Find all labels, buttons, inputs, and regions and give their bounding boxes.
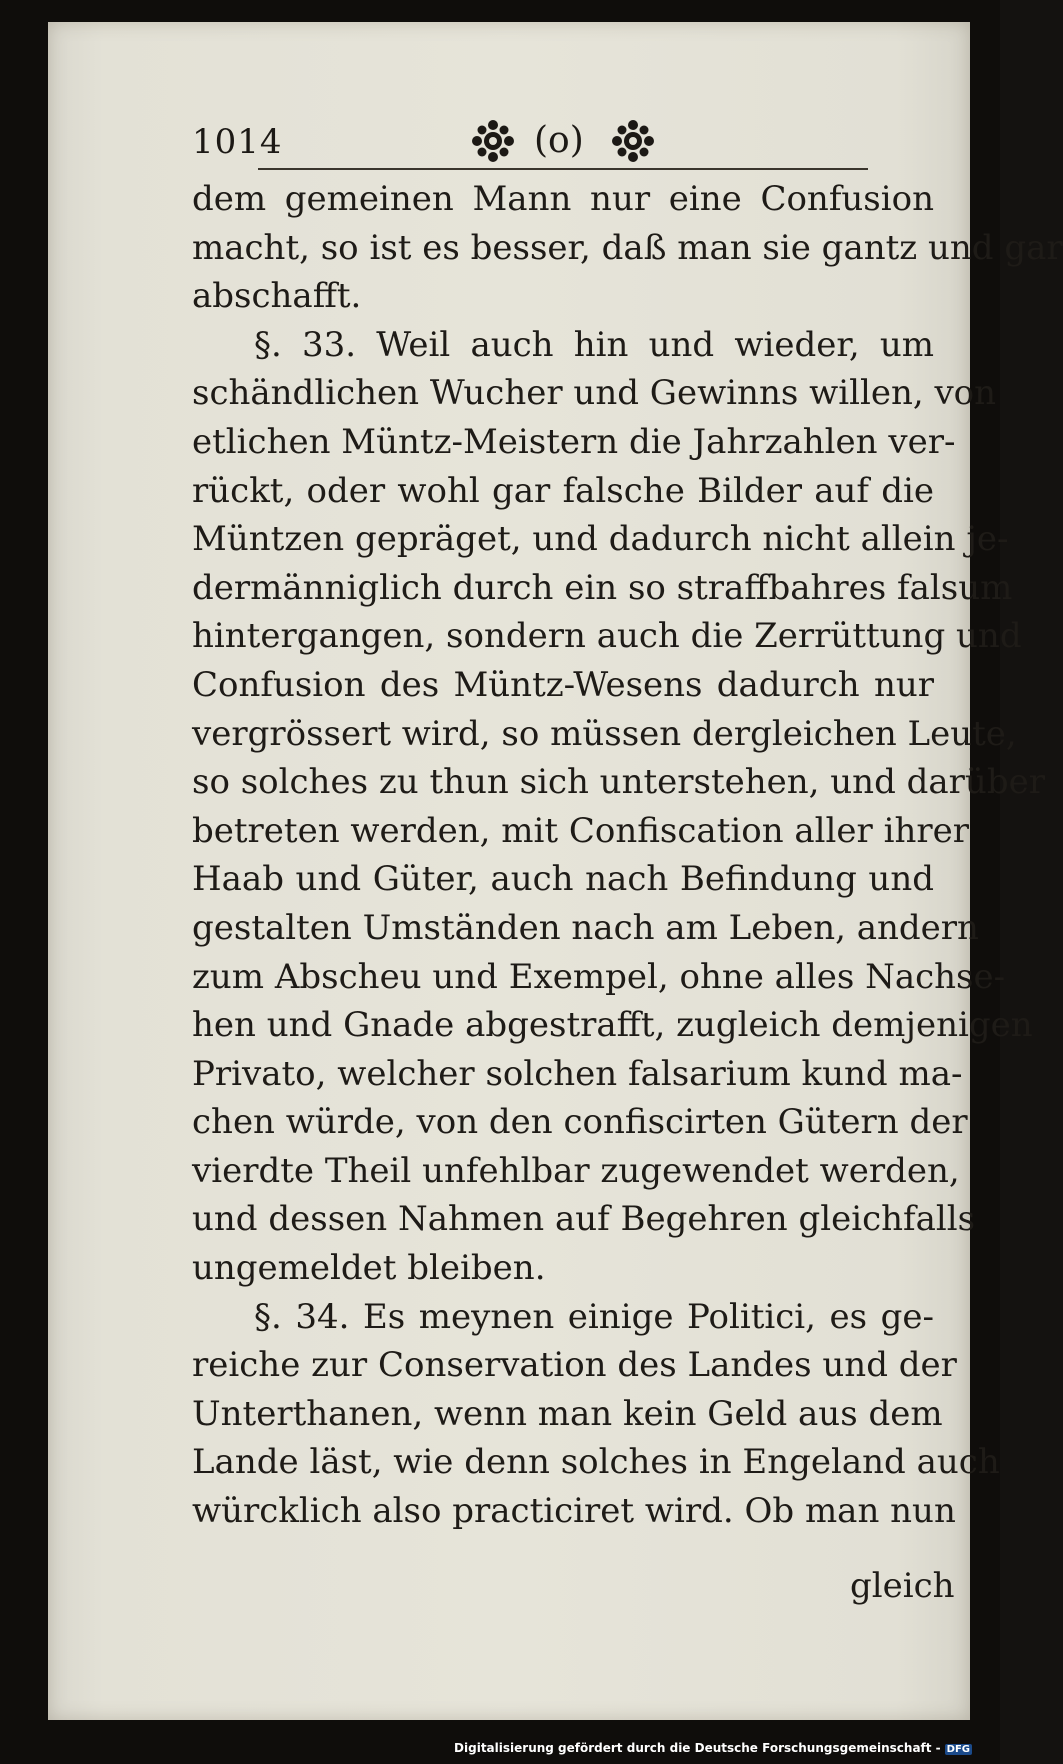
page-number: 1014 [192,122,283,162]
text-line: würcklich also practiciret wird. Ob man nun [192,1491,956,1532]
flower-ornament-icon [610,118,656,164]
text-line: Privato, welcher solchen falsarium kund ma- [192,1053,963,1094]
text-line: vergrössert wird, so müssen dergleichen Leute, [192,713,1017,754]
page-header [192,118,934,170]
dfg-logo: DFG [946,1744,970,1755]
text-line: betreten werden, mit Confiscation aller ihrer [192,810,970,851]
text-line: Müntzen gepräget, und dadurch nicht allein je- [192,519,1009,560]
text-line: chen würde, von den confiscirten Gütern der [192,1102,968,1143]
flower-ornament-icon [470,118,516,164]
text-line: gestalten Umständen nach am Leben, andern [192,907,979,948]
text-line: ungemeldet bleiben. [192,1248,546,1289]
text-line: abschafft. [192,276,362,317]
text-line: schändlichen Wucher und Gewinns willen, von [192,373,997,414]
credit-text: Digitalisierung gefördert durch die Deutsche Forschungsgemeinschaft - [454,1741,941,1755]
text-line: so solches zu thun sich unterstehen, und darüber [192,762,1045,803]
text-line: zum Abscheu und Exempel, ohne alles Nachse- [192,956,1006,997]
text-line: macht, so ist es besser, daß man sie gantz und gar [192,227,1063,268]
paragraph-start-line: §. 33. Weil auch hin und wieder, um [254,324,934,365]
paragraph-start-line: §. 34. Es meynen einige Politici, es ge- [254,1296,934,1337]
catchword: gleich [850,1566,955,1606]
text-line: Confusion des Müntz-Wesens dadurch nur [192,664,934,705]
text-line: Unterthanen, wenn man kein Geld aus dem [192,1393,943,1434]
text-line: dem gemeinen Mann nur eine Confusion [192,179,934,219]
text-line: hintergangen, sondern auch die Zerrüttung und [192,616,1022,657]
text-line: Lande läst, wie denn solches in Engeland auch [192,1442,1000,1483]
body-text [192,175,1063,1536]
text-line: vierdte Theil unfehlbar zugewendet werden, [192,1150,960,1191]
digitization-credit [454,1741,972,1755]
text-line: dermänniglich durch ein so straffbahres falsum [192,567,1013,608]
text-line: etlichen Müntz-Meistern die Jahrzahlen ver- [192,421,956,462]
text-line: rückt, oder wohl gar falsche Bilder auf die [192,470,934,511]
text-line: und dessen Nahmen auf Begehren gleichfalls [192,1199,976,1240]
header-rule [258,168,868,170]
text-line: Haab und Güter, auch nach Befindung und [192,859,934,900]
header-mark: (o) [534,120,584,161]
text-line: reiche zur Conservation des Landes und der [192,1345,957,1386]
text-line: hen und Gnade abgestrafft, zugleich demjenigen [192,1005,1033,1046]
